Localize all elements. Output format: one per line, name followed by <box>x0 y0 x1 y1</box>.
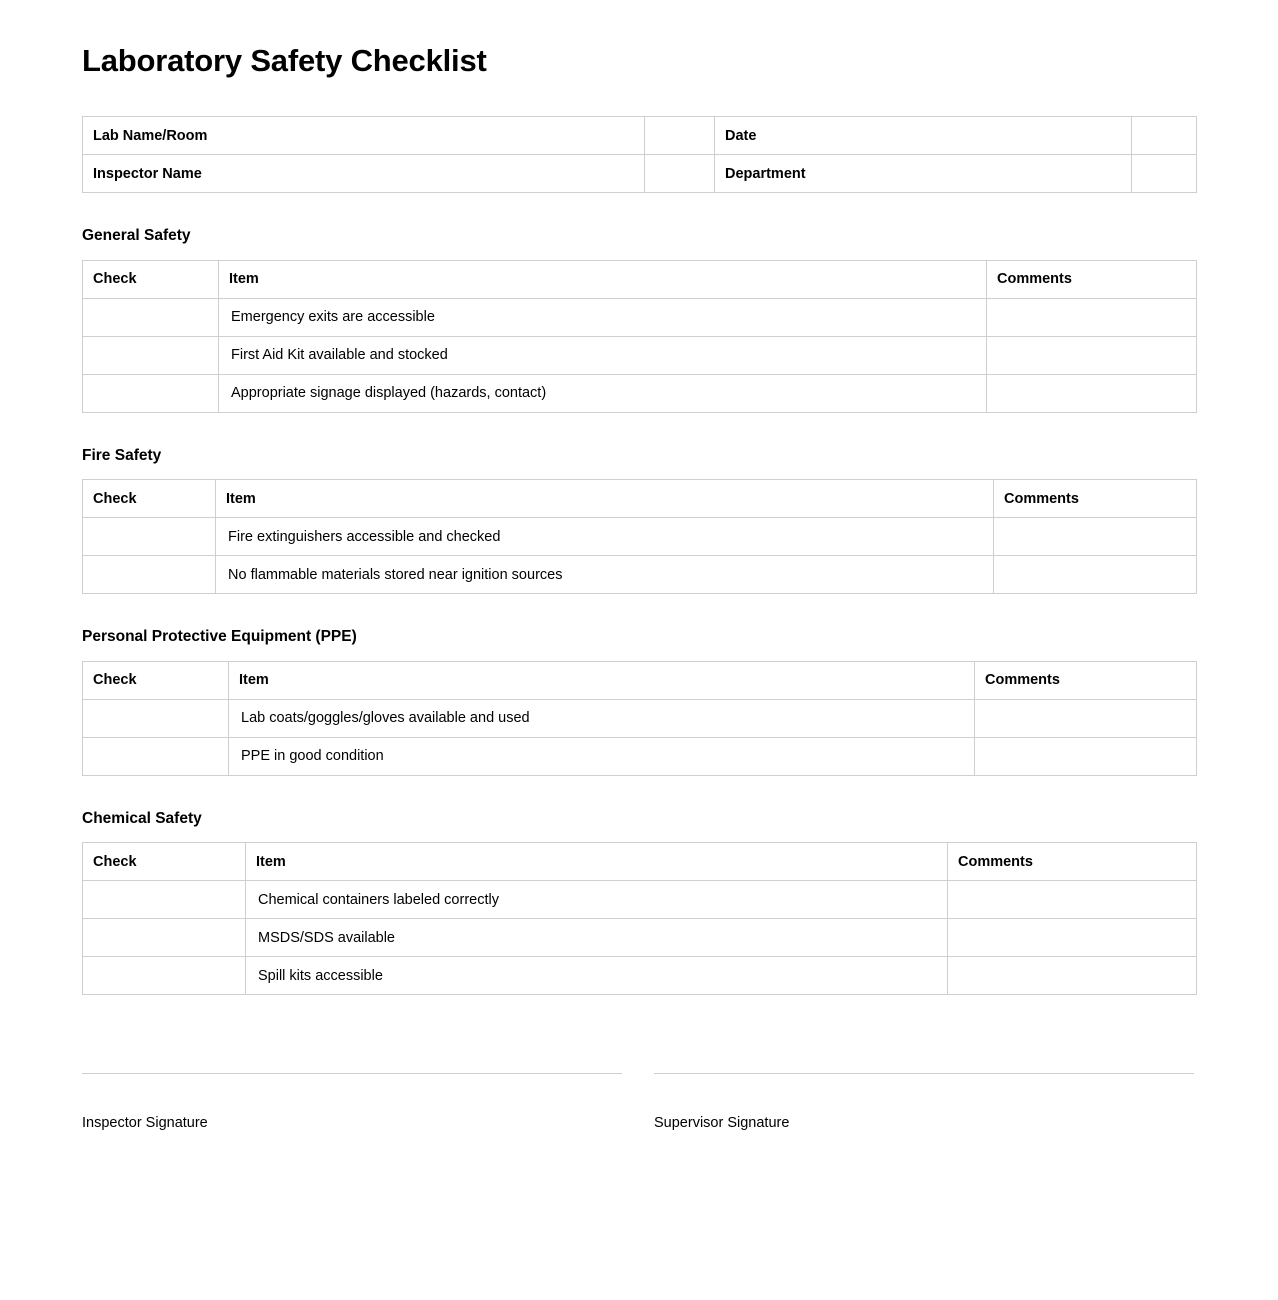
section-title-general-safety: General Safety <box>82 227 191 245</box>
column-header-check: Check <box>83 843 246 881</box>
table-header-row <box>83 480 1197 518</box>
signature-line <box>654 1073 1194 1074</box>
checkbox-cell[interactable] <box>83 298 219 336</box>
table-row <box>83 556 1197 594</box>
column-header-item: Item <box>229 661 975 699</box>
comment-cell[interactable] <box>987 336 1197 374</box>
checklist-table-fire-safety <box>82 479 1197 594</box>
item-text: Fire extinguishers accessible and checked <box>216 518 994 556</box>
comment-cell[interactable] <box>987 298 1197 336</box>
checkbox-cell[interactable] <box>83 336 219 374</box>
column-header-check: Check <box>83 260 219 298</box>
department-label: Department <box>715 155 1132 193</box>
signature-block <box>82 1073 1196 1131</box>
date-label: Date <box>715 117 1132 155</box>
column-header-comments: Comments <box>994 480 1197 518</box>
signature-line <box>82 1073 622 1074</box>
checkbox-cell[interactable] <box>83 957 246 995</box>
table-row <box>83 117 1197 155</box>
column-header-comments: Comments <box>948 843 1197 881</box>
checklist-table-chemical-safety <box>82 842 1197 995</box>
section-title-ppe: Personal Protective Equipment (PPE) <box>82 628 357 646</box>
checkbox-cell[interactable] <box>83 699 229 737</box>
checklist-table-general-safety <box>82 260 1197 413</box>
table-row <box>83 298 1197 336</box>
supervisor-signature-field[interactable] <box>654 1073 1194 1131</box>
checkbox-cell[interactable] <box>83 919 246 957</box>
table-header-row <box>83 260 1197 298</box>
comment-cell[interactable] <box>994 518 1197 556</box>
table-row <box>83 957 1197 995</box>
comment-cell[interactable] <box>994 556 1197 594</box>
checkbox-cell[interactable] <box>83 881 246 919</box>
department-value[interactable] <box>1132 155 1197 193</box>
comment-cell[interactable] <box>948 881 1197 919</box>
comment-cell[interactable] <box>948 957 1197 995</box>
inspector-name-label: Inspector Name <box>83 155 645 193</box>
table-row <box>83 374 1197 412</box>
supervisor-signature-label: Supervisor Signature <box>654 1115 790 1132</box>
column-header-item: Item <box>246 843 948 881</box>
table-row <box>83 881 1197 919</box>
checkbox-cell[interactable] <box>83 556 216 594</box>
comment-cell[interactable] <box>987 374 1197 412</box>
inspector-name-value[interactable] <box>645 155 715 193</box>
item-text: Chemical containers labeled correctly <box>246 881 948 919</box>
item-text: Appropriate signage displayed (hazards, contact) <box>219 374 987 412</box>
column-header-check: Check <box>83 480 216 518</box>
item-text: No flammable materials stored near ignition sources <box>216 556 994 594</box>
checkbox-cell[interactable] <box>83 518 216 556</box>
section-title-chemical-safety: Chemical Safety <box>82 809 202 827</box>
item-text: First Aid Kit available and stocked <box>219 336 987 374</box>
column-header-item: Item <box>216 480 994 518</box>
document-info-table <box>82 116 1197 193</box>
section-title-fire-safety: Fire Safety <box>82 446 162 464</box>
table-row <box>83 155 1197 193</box>
item-text: PPE in good condition <box>229 737 975 775</box>
inspector-signature-label: Inspector Signature <box>82 1115 208 1132</box>
column-header-item: Item <box>219 260 987 298</box>
comment-cell[interactable] <box>975 699 1197 737</box>
item-text: MSDS/SDS available <box>246 919 948 957</box>
table-header-row <box>83 661 1197 699</box>
inspector-signature-field[interactable] <box>82 1073 622 1131</box>
column-header-check: Check <box>83 661 229 699</box>
lab-name-room-label: Lab Name/Room <box>83 117 645 155</box>
table-header-row <box>83 843 1197 881</box>
checkbox-cell[interactable] <box>83 737 229 775</box>
table-row <box>83 518 1197 556</box>
column-header-comments: Comments <box>975 661 1197 699</box>
checkbox-cell[interactable] <box>83 374 219 412</box>
table-row <box>83 919 1197 957</box>
table-row <box>83 737 1197 775</box>
checklist-table-ppe <box>82 661 1197 776</box>
item-text: Emergency exits are accessible <box>219 298 987 336</box>
comment-cell[interactable] <box>975 737 1197 775</box>
item-text: Lab coats/goggles/gloves available and used <box>229 699 975 737</box>
table-row <box>83 336 1197 374</box>
item-text: Spill kits accessible <box>246 957 948 995</box>
column-header-comments: Comments <box>987 260 1197 298</box>
lab-name-room-value[interactable] <box>645 117 715 155</box>
table-row <box>83 699 1197 737</box>
date-value[interactable] <box>1132 117 1197 155</box>
comment-cell[interactable] <box>948 919 1197 957</box>
page-title: Laboratory Safety Checklist <box>82 43 487 78</box>
